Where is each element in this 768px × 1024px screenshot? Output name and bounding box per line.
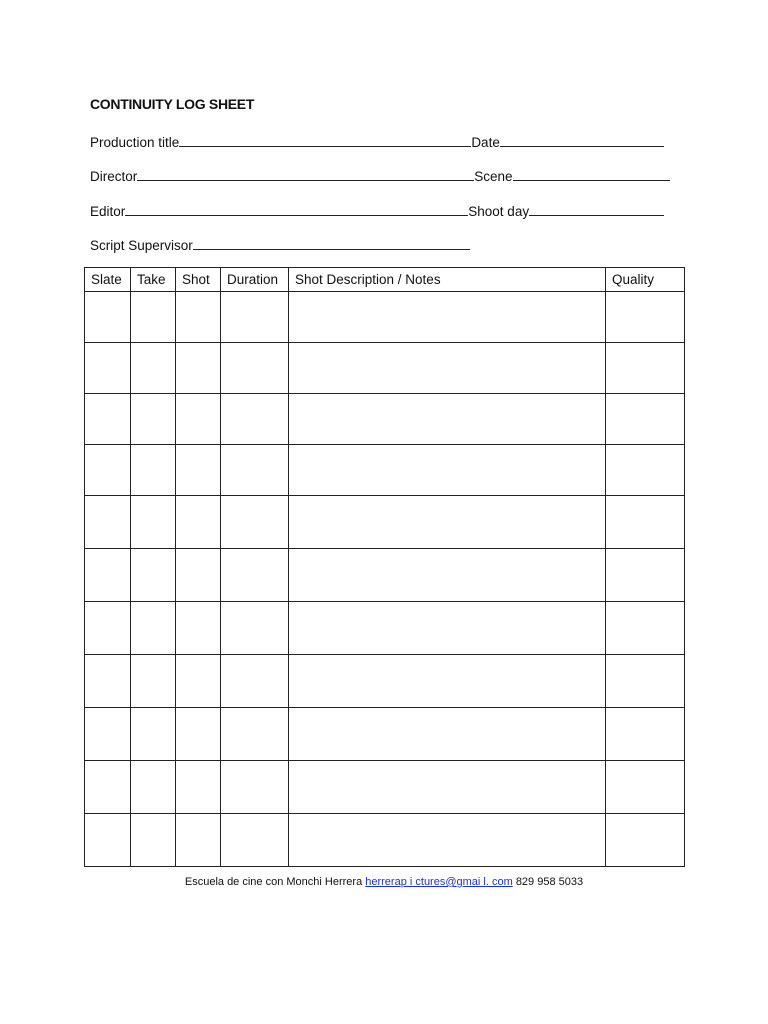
table-cell[interactable]	[176, 292, 221, 343]
table-cell[interactable]	[221, 655, 289, 708]
date-label: Date	[471, 135, 500, 150]
table-cell[interactable]	[131, 602, 176, 655]
table-cell[interactable]	[176, 602, 221, 655]
table-body	[85, 292, 685, 867]
field-row-script-supervisor	[90, 233, 470, 253]
document-title: CONTINUITY LOG SHEET	[90, 96, 255, 112]
table-cell[interactable]	[606, 655, 685, 708]
table-cell[interactable]	[606, 496, 685, 549]
footer	[0, 876, 768, 888]
table-cell[interactable]	[289, 394, 606, 445]
table-cell[interactable]	[606, 343, 685, 394]
field-row-production	[90, 130, 664, 150]
table-row	[85, 445, 685, 496]
table-cell[interactable]	[606, 761, 685, 814]
table-row	[85, 549, 685, 602]
table-cell[interactable]	[606, 394, 685, 445]
table-cell[interactable]	[85, 708, 131, 761]
table-cell[interactable]	[176, 496, 221, 549]
table-cell[interactable]	[289, 343, 606, 394]
footer-email-link[interactable]: herrerap i ctures@gmai l. com	[365, 876, 513, 888]
footer-school-text: Escuela de cine con Monchi Herrera	[184, 876, 363, 888]
table-cell[interactable]	[221, 496, 289, 549]
continuity-log-table	[84, 267, 685, 867]
table-cell[interactable]	[221, 343, 289, 394]
table-cell[interactable]	[221, 394, 289, 445]
table-cell[interactable]	[85, 496, 131, 549]
table-cell[interactable]	[85, 394, 131, 445]
editor-blank[interactable]	[125, 201, 468, 216]
table-cell[interactable]	[606, 708, 685, 761]
table-row	[85, 761, 685, 814]
table-cell[interactable]	[131, 549, 176, 602]
table-cell[interactable]	[289, 814, 606, 867]
table-cell[interactable]	[289, 602, 606, 655]
table-cell[interactable]	[85, 549, 131, 602]
table-cell[interactable]	[176, 343, 221, 394]
director-label: Director	[90, 169, 138, 184]
field-row-director	[90, 164, 670, 184]
table-cell[interactable]	[85, 814, 131, 867]
column-header-shot-description: Shot Description / Notes	[289, 268, 606, 292]
table-row	[85, 394, 685, 445]
table-cell[interactable]	[289, 761, 606, 814]
table-cell[interactable]	[289, 496, 606, 549]
table-cell[interactable]	[131, 814, 176, 867]
column-header-quality: Quality	[606, 268, 685, 292]
table-cell[interactable]	[221, 602, 289, 655]
script-supervisor-label: Script Supervisor	[90, 238, 193, 253]
table-cell[interactable]	[176, 445, 221, 496]
table-cell[interactable]	[221, 549, 289, 602]
table-row	[85, 814, 685, 867]
table-cell[interactable]	[131, 394, 176, 445]
table-cell[interactable]	[176, 761, 221, 814]
table-cell[interactable]	[606, 814, 685, 867]
table-cell[interactable]	[85, 343, 131, 394]
script-supervisor-blank[interactable]	[193, 235, 470, 250]
production-title-blank[interactable]	[179, 132, 471, 147]
table-cell[interactable]	[131, 292, 176, 343]
table-header-row	[85, 268, 685, 292]
table-cell[interactable]	[85, 655, 131, 708]
scene-blank[interactable]	[513, 166, 670, 181]
table-cell[interactable]	[221, 708, 289, 761]
table-row	[85, 343, 685, 394]
table-cell[interactable]	[131, 708, 176, 761]
table-cell[interactable]	[131, 496, 176, 549]
table-cell[interactable]	[85, 602, 131, 655]
table-cell[interactable]	[606, 602, 685, 655]
table-cell[interactable]	[289, 549, 606, 602]
table-cell[interactable]	[85, 761, 131, 814]
table-row	[85, 496, 685, 549]
table-row	[85, 708, 685, 761]
table-cell[interactable]	[85, 292, 131, 343]
table-cell[interactable]	[85, 445, 131, 496]
table-cell[interactable]	[289, 655, 606, 708]
table-cell[interactable]	[176, 394, 221, 445]
column-header-shot: Shot	[176, 268, 221, 292]
table-cell[interactable]	[176, 655, 221, 708]
director-blank[interactable]	[137, 166, 474, 181]
footer-phone: 829 958 5033	[515, 876, 584, 888]
table-cell[interactable]	[221, 761, 289, 814]
table-cell[interactable]	[289, 708, 606, 761]
table-cell[interactable]	[289, 292, 606, 343]
table-cell[interactable]	[176, 708, 221, 761]
table-cell[interactable]	[606, 445, 685, 496]
table-cell[interactable]	[606, 549, 685, 602]
column-header-take: Take	[131, 268, 176, 292]
scene-label: Scene	[474, 169, 513, 184]
shoot-day-label: Shoot day	[468, 204, 530, 219]
column-header-slate: Slate	[85, 268, 131, 292]
table-cell[interactable]	[221, 814, 289, 867]
table-cell[interactable]	[176, 549, 221, 602]
table-cell[interactable]	[131, 761, 176, 814]
production-title-label: Production title	[90, 135, 180, 150]
editor-label: Editor	[90, 204, 126, 219]
table-cell[interactable]	[289, 445, 606, 496]
table-cell[interactable]	[176, 814, 221, 867]
date-blank[interactable]	[500, 132, 664, 147]
table-row	[85, 292, 685, 343]
table-row	[85, 602, 685, 655]
table-cell[interactable]	[131, 343, 176, 394]
column-header-duration: Duration	[221, 268, 289, 292]
shoot-day-blank[interactable]	[529, 201, 664, 216]
table-cell[interactable]	[131, 655, 176, 708]
table-cell[interactable]	[131, 445, 176, 496]
table-cell[interactable]	[606, 292, 685, 343]
table-row	[85, 655, 685, 708]
table-cell[interactable]	[221, 292, 289, 343]
table-cell[interactable]	[221, 445, 289, 496]
field-row-editor	[90, 199, 664, 219]
